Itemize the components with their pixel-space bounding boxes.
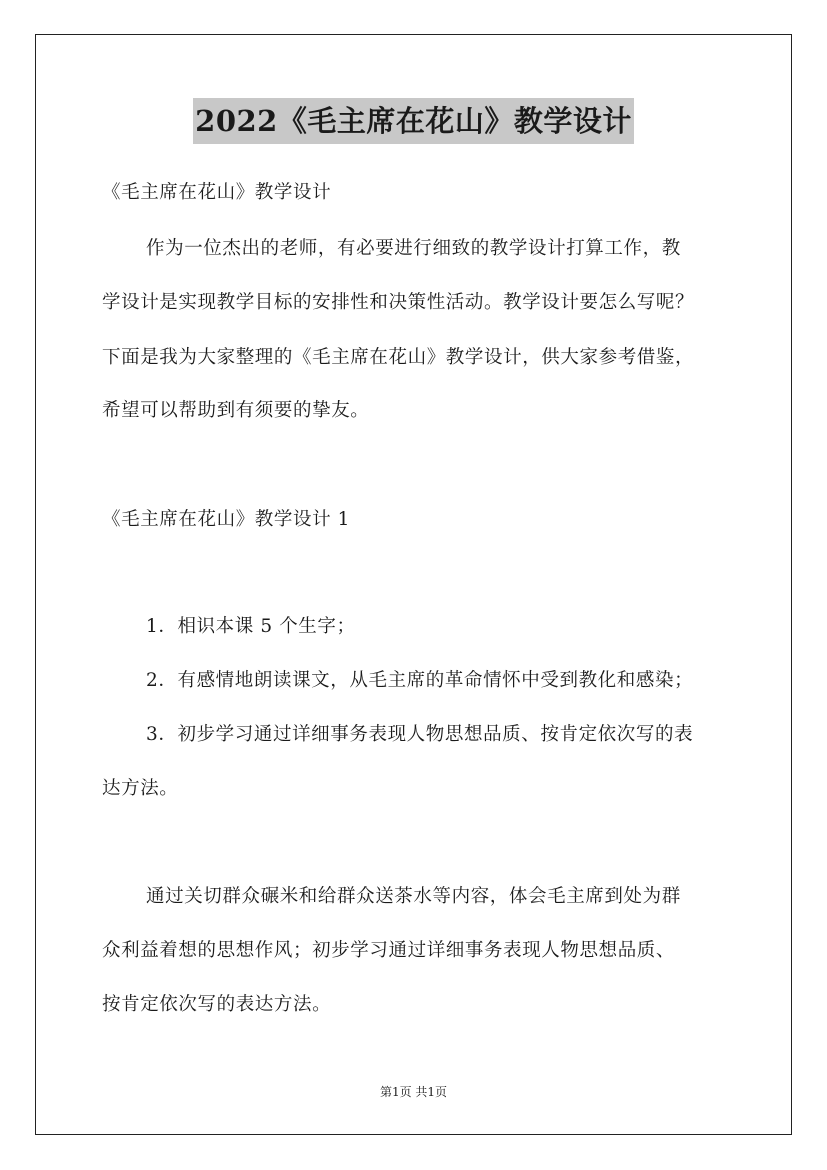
goal-item: 2．有感情地朗读课文，从毛主席的革命情怀中受到教化和感染； — [146, 670, 694, 691]
intro-line: 学设计是实现教学目标的安排性和决策性活动。教学设计要怎么写呢？ — [102, 292, 695, 313]
page-footer — [0, 1083, 827, 1101]
focus-line: 通过关切群众碾米和给群众送茶水等内容，体会毛主席到处为群 — [146, 886, 681, 907]
goal-item: 1．相识本课 5 个生字； — [146, 616, 356, 637]
section-heading-1: 《毛主席在花山》教学设计 1 — [102, 509, 351, 530]
page-number: 第1页 共1页 — [379, 1085, 448, 1099]
title-container — [0, 98, 827, 144]
goal-item: 3．初步学习通过详细事务表现人物思想品质、按肯定依次写的表 — [146, 724, 694, 745]
intro-line: 下面是我为大家整理的《毛主席在花山》教学设计，供大家参考借鉴， — [102, 347, 695, 368]
document-title: 2022《毛主席在花山》教学设计 — [193, 98, 634, 144]
section-heading-intro: 《毛主席在花山》教学设计 — [102, 182, 332, 203]
intro-line: 希望可以帮助到有须要的挚友。 — [102, 400, 370, 421]
goal-item-continued: 达方法。 — [102, 778, 179, 799]
focus-line: 众利益着想的思想作风；初步学习通过详细事务表现人物思想品质、 — [102, 940, 676, 961]
focus-line: 按肯定依次写的表达方法。 — [102, 994, 332, 1015]
intro-line: 作为一位杰出的老师，有必要进行细致的教学设计打算工作，教 — [146, 238, 681, 259]
